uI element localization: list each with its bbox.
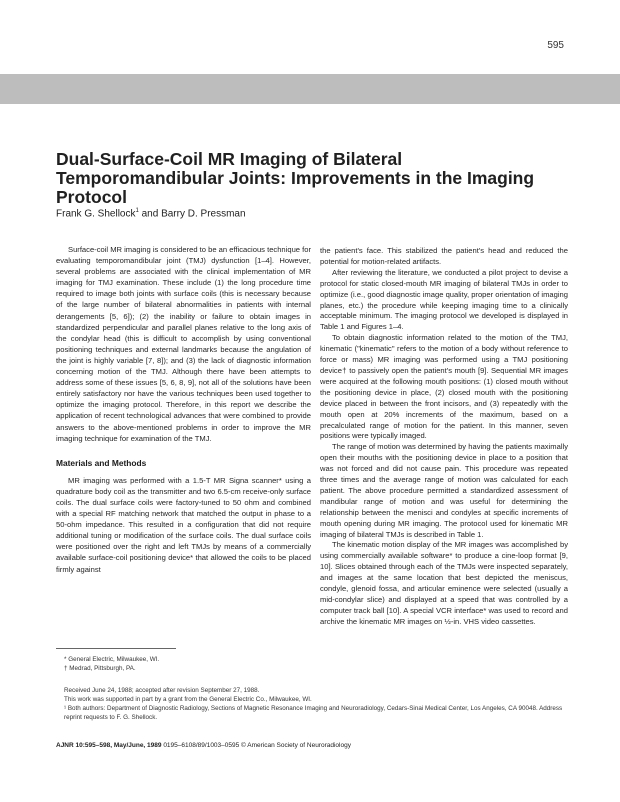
left-column: [56, 244, 311, 575]
received-dates: Received June 24, 1988; accepted after revision September 27, 1988.: [64, 687, 260, 694]
title-line: Dual-Surface-Coil MR Imaging of Bilateral: [56, 149, 403, 169]
article-history: [64, 686, 574, 722]
author-conjunction: and: [138, 208, 162, 220]
footnote: † Medrad, Pittsburgh, PA.: [64, 665, 136, 672]
title-line: Protocol: [56, 187, 127, 207]
affiliation-note: ¹ Both authors: Department of Diagnostic Radiology, Sections of Magnetic Resonance Imaging and Neuroradiology, Cedars-Sinai Medical Center, Los Angeles, CA 90048. Address reprint requests to F. G. Shellock.: [64, 705, 563, 721]
journal-citation: [56, 742, 351, 749]
author-line: [56, 208, 246, 219]
journal-reference: AJNR 10:595–598, May/June, 1989: [56, 742, 162, 749]
paragraph: To obtain diagnostic information related to the motion of the TMJ, kinematic ("kinematic" refers to the motion of a body without reference to force or mass) MR imaging was performed using a TMJ positioning device† to passively open the patient's mouth [9]. Sequential MR images were acquired at the following mouth positions: (1) closed mouth without the positioning device in place, (2) closed mouth with the positioning device placed in between the front incisors, and (3) repeatedly with the mouth open at 20% increments of the maximum, based on a precalculated range of motion for the patient. In this manner, seven positions were typically imaged.: [320, 333, 568, 441]
page-number: 595: [547, 40, 564, 51]
title-line: Temporomandibular Joints: Improvements in the Imaging: [56, 168, 535, 188]
paragraph: the patient's face. This stabilized the patient's head and reduced the potential for motion-related artifacts.: [320, 246, 568, 266]
author-name: Frank G. Shellock: [56, 208, 136, 220]
section-heading: Materials and Methods: [56, 457, 147, 468]
paragraph: After reviewing the literature, we conducted a pilot project to devise a protocol for static closed-mouth MR imaging of bilateral TMJs in order to optimize (i.e., good diagnostic image quality, proper orientation of imaging planes, etc.) the procedure while keeping imaging time to a clinically acceptable minimum. The imaging protocol we developed is displayed in Table 1 and Figures 1–4.: [320, 267, 568, 332]
footnotes: [64, 655, 574, 673]
article-title: [56, 150, 576, 207]
right-column: [320, 246, 568, 628]
paragraph: The range of motion was determined by having the patients maximally open their mouths with the positioning device in place to a position that was not forced and did not cause pain. This procedure was repeated three times and the average range of motion was calculated for each patient. The above procedure permitted a standardized assessment of mandibular range of motion and was useful for determining the relationship between the menisci and condyles at specific increments of mouth opening during MR imaging. The protocol used for kinematic MR imaging of bilateral TMJs is described in Table 1.: [320, 442, 568, 539]
paragraph: Surface-coil MR imaging is considered to be an efficacious technique for evaluating temporomandibular joint (TMJ) dysfunction [1–4]. However, several problems are associated with the clinical implementation of MR imaging for TMJ examination. These include (1) the long procedure time required to image both joints with surface coils (this is necessary because of the large number of bilateral abnormalities in patients with internal derangements [5, 6]); (2) the inability or failure to obtain images in standardized perpendicular and parallel planes relative to the long axis of the condylar head (this is difficult to accomplish by using conventional positioning techniques and external landmarks because the angulation of the joint is highly variable [7, 8]); and (3) the lack of diagnostic information concerning motion of the TMJ. Although there have been attempts to address some of these issues [5, 6, 8, 9], not all of the solutions have been entirely satisfactory nor have the various techniques been used together to optimize the imaging protocol. Therefore, in this report we describe the application of recent technological advances that were combined to provide answers to the above-mentioned problems in order to improve the MR imaging technique for examination of the TMJ.: [56, 245, 311, 443]
footnote-divider: [56, 648, 176, 649]
author-affiliation-mark: 1: [135, 208, 139, 214]
author-name: Barry D. Pressman: [161, 208, 246, 220]
copyright-line: 0195–6108/89/1003–0595 © American Society of Neuroradiology: [161, 742, 351, 749]
paragraph: MR imaging was performed with a 1.5-T MR Signa scanner* using a quadrature body coil as the transmitter and two 6.5-cm receive-only surface coils. The dual surface coils were factory-tuned to 50 ohm and combined with a special RF matching network that matched the output in phase to a 50-ohm impedance. This resulted in a configuration that did not require additional tuning or modification of the surface coils. The dual surface coils were positioned over the right and left TMJs by means of a commercially available surface-coil positioning device* that allowed the coils to be placed firmly against: [56, 475, 311, 574]
footnote: * General Electric, Milwaukee, WI.: [64, 656, 160, 663]
header-band: [0, 74, 620, 104]
funding-note: This work was supported in part by a grant from the General Electric Co., Milwaukee, WI.: [64, 696, 312, 703]
paragraph: The kinematic motion display of the MR images was accomplished by using commercially available software* to produce a cine-loop format [9, 10]. Slices obtained through each of the TMJs were inspected separately, and images at the same location that best depicted the meniscus, condyle, glenoid fossa, and articular eminence were selected (usually a mid-condylar slice) and displayed at a speed that was controlled by a computer track ball [10]. A special VCR interface* was used to record and archive the kinematic MR images on ½-in. VHS video cassettes.: [320, 540, 568, 626]
